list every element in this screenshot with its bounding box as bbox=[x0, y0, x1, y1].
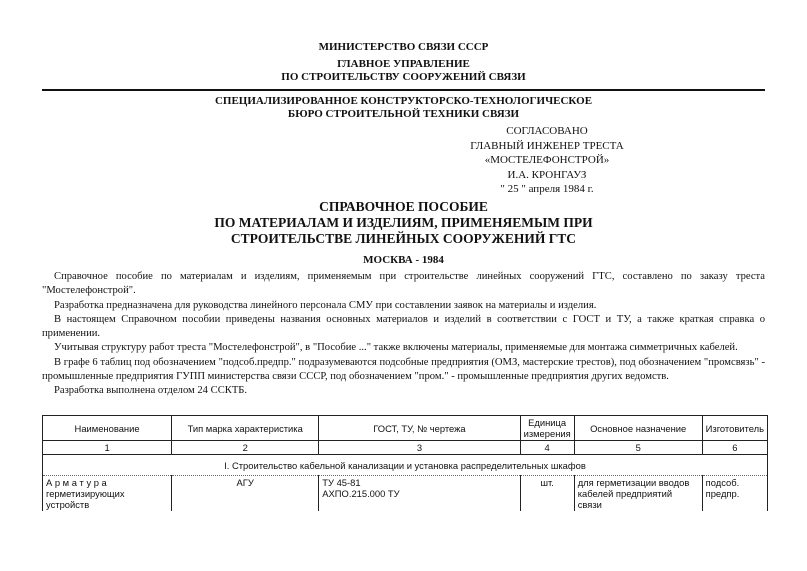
body-paragraph-3: В настоящем Справочном пособии приведены названия основных материалов и изделий в соответствии с ГОСТ и ТУ, а также краткая справка о применении. bbox=[42, 313, 765, 340]
ministry-heading: МИНИСТЕРСТВО СВЯЗИ СССР bbox=[318, 41, 489, 53]
cell-type: АГУ bbox=[172, 476, 319, 512]
cell-purpose: для герметизации вводов кабелей предприятий связи bbox=[574, 476, 702, 512]
table-section-row bbox=[43, 455, 768, 476]
column-header-maker: Изготовитель bbox=[702, 416, 767, 441]
place-year: МОСКВА - 1984 bbox=[363, 254, 444, 266]
column-number-6: 6 bbox=[702, 441, 767, 455]
column-number-4: 4 bbox=[520, 441, 574, 455]
cell-gost-line1: ТУ 45-81 bbox=[322, 477, 361, 488]
cell-name: А р м а т у р а герметизирующих устройств bbox=[43, 476, 172, 512]
body-paragraph-5: В графе 6 таблиц под обозначением "подсоб.предпр." подразумеваются подсобные предприятия (ОМЗ, мастерские трестов), под обозначением "промсвязь" - промышленные предприятия ГУПП министерства связи СССР, под обозначением "пром." - промышленные предприятия других ведомств. bbox=[42, 356, 765, 383]
header-divider bbox=[42, 89, 765, 91]
column-number-5: 5 bbox=[574, 441, 702, 455]
column-number-2: 2 bbox=[172, 441, 319, 455]
column-header-gost: ГОСТ, ТУ, № чертежа bbox=[319, 416, 520, 441]
column-header-type: Тип марка характеристика bbox=[172, 416, 319, 441]
approval-line-2: ГЛАВНЫЙ ИНЖЕНЕР ТРЕСТА bbox=[470, 139, 624, 152]
table-number-row bbox=[43, 441, 768, 455]
section-heading: I. Строительство кабельной канализации и установка распределительных шкафов bbox=[43, 455, 768, 476]
approval-block bbox=[447, 124, 647, 197]
approval-line-1: СОГЛАСОВАНО bbox=[506, 125, 588, 137]
bureau-heading-line2: БЮРО СТРОИТЕЛЬНОЙ ТЕХНИКИ СВЯЗИ bbox=[287, 108, 520, 120]
body-paragraph-6: Разработка выполнена отделом 24 ССКТБ. bbox=[54, 385, 248, 397]
approval-line-4: И.А. КРОНГАУЗ bbox=[507, 168, 587, 181]
table-header-row bbox=[43, 416, 768, 441]
document-body bbox=[42, 270, 765, 399]
document-title-line2: ПО МАТЕРИАЛАМ И ИЗДЕЛИЯМ, ПРИМЕНЯЕМЫМ ПРИ bbox=[214, 215, 593, 230]
directorate-heading-line2: ПО СТРОИТЕЛЬСТВУ СООРУЖЕНИЙ СВЯЗИ bbox=[281, 71, 526, 83]
table-row bbox=[43, 476, 768, 512]
column-header-unit: Единица измерения bbox=[520, 416, 574, 441]
cell-unit: шт. bbox=[520, 476, 574, 512]
column-header-purpose: Основное назначение bbox=[574, 416, 702, 441]
body-paragraph-2: Разработка предназначена для руководства линейного персонала СМУ при составлении заявок на материалы и изделия. bbox=[54, 299, 597, 311]
body-paragraph-4: Учитывая структуру работ треста "Мостелефонстрой", в "Пособие ..." также включены материалы, применяемые для монтажа симметричных кабелей. bbox=[54, 342, 738, 354]
document-title-line1: СПРАВОЧНОЕ ПОСОБИЕ bbox=[319, 199, 488, 214]
materials-table bbox=[42, 415, 768, 511]
body-paragraph-1: Справочное пособие по материалам и изделиям, применяемым при строительстве линейных сооружений ГТС, составлено по заказу треста "Мостелефонстрой". bbox=[42, 271, 765, 297]
cell-gost-line2: АХПО.215.000 ТУ bbox=[322, 488, 400, 499]
column-header-name: Наименование bbox=[43, 416, 172, 441]
approval-date: " 25 " апреля 1984 г. bbox=[500, 183, 594, 195]
column-number-3: 3 bbox=[319, 441, 520, 455]
cell-gost bbox=[319, 476, 520, 512]
bureau-heading-line1: СПЕЦИАЛИЗИРОВАННОЕ КОНСТРУКТОРСКО-ТЕХНОЛОГИЧЕСКОЕ bbox=[214, 95, 593, 107]
directorate-heading-line1: ГЛАВНОЕ УПРАВЛЕНИЕ bbox=[337, 58, 470, 70]
column-number-1: 1 bbox=[43, 441, 172, 455]
document-title-line3: СТРОИТЕЛЬСТВЕ ЛИНЕЙНЫХ СООРУЖЕНИЙ ГТС bbox=[230, 231, 577, 246]
cell-maker: подсоб. предпр. bbox=[702, 476, 767, 512]
approval-line-3: «МОСТЕЛЕФОНСТРОЙ» bbox=[484, 154, 610, 166]
